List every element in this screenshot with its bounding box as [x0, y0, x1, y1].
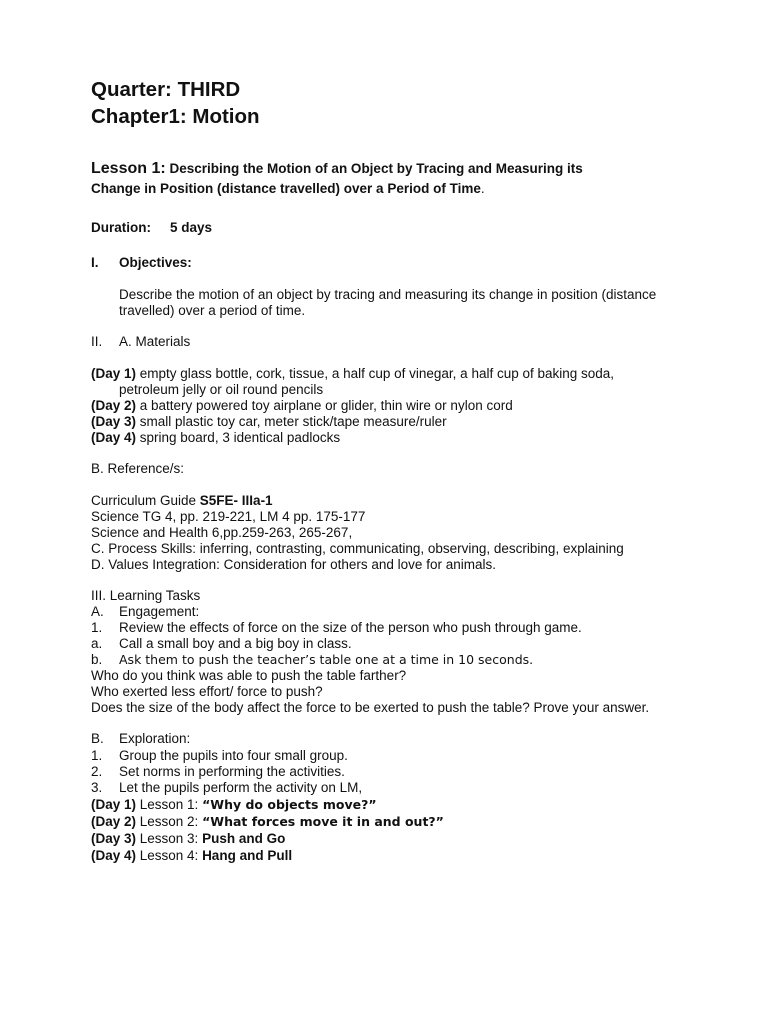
list-item [91, 748, 348, 764]
objectives-line-1: Describe the motion of an object by tracing and measuring its change in position (distance [119, 287, 657, 302]
lesson-name: “What forces move it in and out?” [202, 814, 444, 829]
lesson-day-2 [91, 814, 444, 830]
question: Who exerted less effort/ force to push? [91, 684, 323, 699]
materials-heading [91, 334, 190, 350]
material-day-text: a battery powered toy airplane or glider, thin wire or nylon cord [136, 398, 513, 413]
material-day-label: (Day 1) [91, 366, 137, 381]
list-item-number: 1. [91, 620, 103, 635]
curriculum-guide-code: S5FE- IIIa-1 [199, 493, 273, 508]
exploration-heading [91, 731, 190, 747]
list-item-number: 3. [91, 780, 103, 795]
curriculum-guide-label: Curriculum Guide [91, 493, 200, 508]
lesson-name: Push and Go [202, 831, 286, 846]
objectives-label: Objectives: [119, 255, 192, 270]
lesson-colon: : [160, 160, 166, 177]
reference-tg: Science TG 4, pp. 219-221, LM 4 pp. 175-177 [91, 509, 366, 524]
curriculum-guide [91, 493, 273, 509]
list-item-number: 2. [91, 764, 103, 779]
learning-tasks-heading: III. Learning Tasks [91, 588, 201, 603]
exploration-number: B. [91, 731, 104, 746]
duration [91, 220, 212, 236]
lesson-title-line2: Change in Position (distance travelled) over a Period of Time [91, 181, 481, 196]
lesson-number: Lesson 3: [136, 831, 203, 846]
lesson-title-cont [91, 181, 485, 197]
exploration-label: Exploration: [119, 731, 191, 746]
values-integration: D. Values Integration: Consideration for others and love for animals. [91, 557, 496, 572]
lesson-day-1 [91, 797, 377, 813]
lesson-day-label: (Day 2) [91, 814, 137, 829]
lesson-day-label: (Day 1) [91, 797, 137, 812]
lesson-name: Hang and Pull [202, 848, 293, 863]
material-day-1 [91, 366, 614, 382]
list-item-text: Let the pupils perform the activity on LM, [119, 780, 363, 795]
list-item-number: a. [91, 636, 103, 651]
material-day-label: (Day 3) [91, 414, 137, 429]
materials-label: A. Materials [119, 334, 191, 349]
lesson-title-line1: Describing the Motion of an Object by Tracing and Measuring its [165, 161, 583, 176]
list-item-text: Set norms in performing the activities. [119, 764, 345, 779]
lesson-number: Lesson 4: [136, 848, 203, 863]
engagement-label: Engagement: [119, 604, 200, 619]
list-item-number: 1. [91, 748, 103, 763]
objectives-number: I. [91, 255, 99, 270]
reference-science-health: Science and Health 6,pp.259-263, 265-267, [91, 525, 353, 540]
list-item [91, 652, 533, 668]
list-item-text: Call a small boy and a big boy in class. [119, 636, 352, 651]
objectives-heading [91, 255, 192, 271]
engagement-heading [91, 604, 199, 620]
lesson-day-label: (Day 4) [91, 848, 137, 863]
material-day-label: (Day 4) [91, 430, 137, 445]
question: Does the size of the body affect the force to be exerted to push the table? Prove your answer. [91, 700, 650, 715]
lesson-number: Lesson 1: [136, 797, 203, 812]
list-item-number: b. [91, 652, 103, 667]
chapter-heading: Chapter1: Motion [91, 105, 260, 128]
material-day-1-cont: petroleum jelly or oil round pencils [119, 382, 324, 397]
lesson-name: “Why do objects move?” [202, 797, 377, 812]
question: Who do you think was able to push the table farther? [91, 668, 407, 683]
list-item [91, 780, 362, 796]
list-item [91, 636, 352, 652]
lesson-day-label: (Day 3) [91, 831, 137, 846]
material-day-text: small plastic toy car, meter stick/tape measure/ruler [136, 414, 447, 429]
material-day-text: empty glass bottle, cork, tissue, a half cup of vinegar, a half cup of baking soda, [136, 366, 615, 381]
lesson-day-4 [91, 848, 292, 864]
duration-label: Duration: [91, 220, 151, 235]
material-day-4 [91, 430, 340, 446]
material-day-label: (Day 2) [91, 398, 137, 413]
list-item [91, 620, 582, 636]
process-skills: C. Process Skills: inferring, contrasting, communicating, observing, describing, explaining [91, 541, 624, 556]
lesson-title [91, 161, 583, 177]
lesson-title-period: . [480, 181, 485, 196]
duration-value: 5 days [170, 220, 213, 235]
lesson-number: Lesson 2: [136, 814, 203, 829]
engagement-number: A. [91, 604, 104, 619]
materials-number: II. [91, 334, 103, 349]
lesson-day-3 [91, 831, 285, 847]
lesson-label: Lesson 1 [91, 160, 161, 177]
list-item-text: Group the pupils into four small group. [119, 748, 348, 763]
material-day-3 [91, 414, 447, 430]
objectives-line-2: travelled) over a period of time. [119, 303, 306, 318]
references-heading: B. Reference/s: [91, 461, 185, 476]
list-item-text: Ask them to push the teacher’s table one at a time in 10 seconds. [119, 652, 534, 667]
quarter-heading: Quarter: THIRD [91, 78, 241, 101]
material-day-2 [91, 398, 513, 414]
list-item-text: Review the effects of force on the size of the person who push through game. [119, 620, 582, 635]
list-item [91, 764, 345, 780]
material-day-text: spring board, 3 identical padlocks [136, 430, 341, 445]
